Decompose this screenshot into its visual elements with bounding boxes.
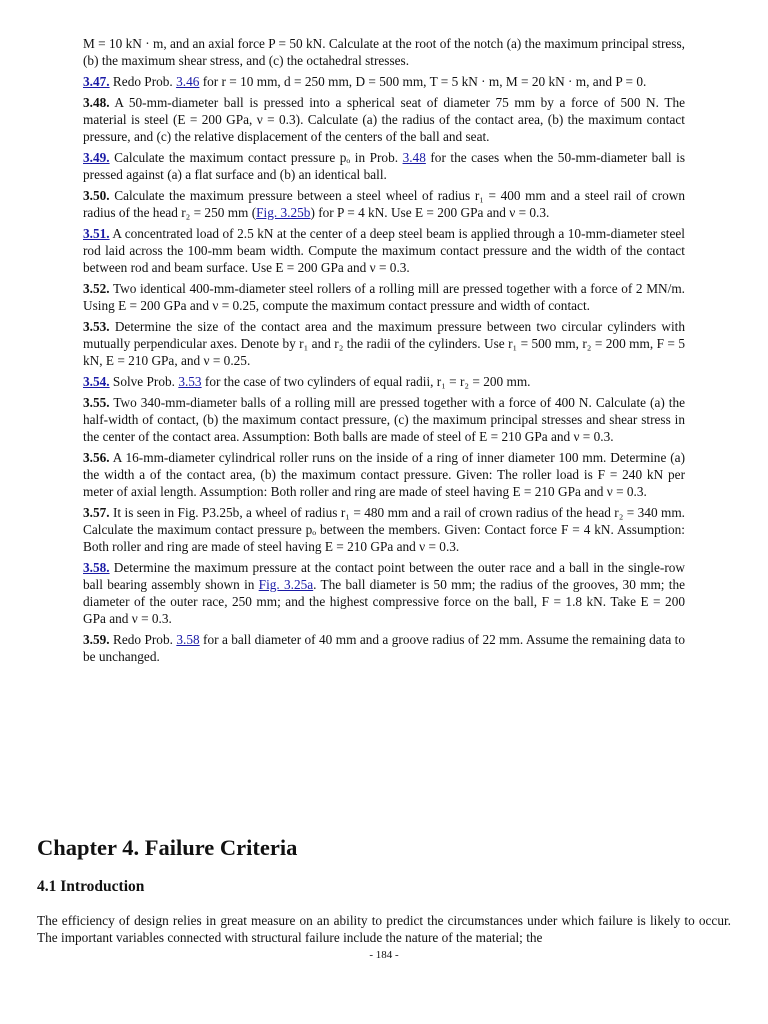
problem-item [83,187,685,221]
problem-number: 3.56. [83,450,110,465]
problem-item [83,504,685,555]
problem-text: A concentrated load of 2.5 kN at the center of a deep steel beam is applied through a 10-mm-diameter steel rod laid across the 100-mm beam width. Compute the maximum contact pressure and the width of the contact between rod and beam surface. Use E = 200 GPa and ν = 0.3. [83,226,685,275]
problem-text: Calculate the maximum contact pressure pₒ in Prob. [109,150,403,165]
problem-text: A 50-mm-diameter ball is pressed into a spherical seat of diameter 75 mm by a force of 500 N. The material is steel (E = 200 GPa, ν = 0.3). Calculate (a) the radius of the contact area, (b) the maximum contact pressure, and (c) the relative displacement of the centers of the ball and seat. [83,95,685,144]
problem-item [83,94,685,145]
cross-reference-link[interactable]: Fig. 3.25a [258,577,314,592]
problem-text: for the case of two cylinders of equal radii, r₁ = r₂ = 200 mm. [201,374,531,389]
problem-text: for r = 10 mm, d = 250 mm, D = 500 mm, T = 5 kN · m, M = 20 kN · m, and P = 0. [199,74,647,89]
problem-item [83,73,685,90]
problem-text: Determine the maximum pressure at the contact point between the outer race and a ball in the single-row ball bearing assembly shown in [83,560,685,592]
problem-item [83,631,685,665]
problem-text: Redo Prob. [109,632,177,647]
problem-item [83,449,685,500]
problem-item [83,394,685,445]
problem-item [83,35,685,69]
problem-text: M = 10 kN · m, and an axial force P = 50 kN. Calculate at the root of the notch (a) the maximum principal stress, (b) the maximum shear stress, and (c) the octahedral stresses. [83,36,685,68]
problem-number: 3.50. [83,188,110,203]
problem-text: for a ball diameter of 40 mm and a groove radius of 22 mm. Assume the remaining data to be unchanged. [83,632,685,664]
cross-reference-link[interactable]: Fig. 3.25b [256,205,311,220]
problem-item [83,225,685,276]
problem-item [83,280,685,314]
intro-paragraph: The efficiency of design relies in great measure on an ability to predict the circumstances under which failure is likely to occur. The important variables connected with structural failure include the nature of the material; the [37,913,731,945]
problem-item [83,559,685,627]
problem-number-link[interactable]: 3.49. [83,150,110,165]
problem-text: for the cases when the 50-mm-diameter ball is pressed against (a) a flat surface and (b) an identical ball. [83,150,685,182]
problem-number-link[interactable]: 3.47. [83,74,110,89]
cross-reference-link[interactable]: 3.48 [402,150,426,165]
problem-number-link[interactable]: 3.58. [83,560,110,575]
problem-text: It is seen in Fig. P3.25b, a wheel of radius r₁ = 480 mm and a rail of crown radius of the head r₂ = 340 mm. Calculate the maximum contact pressure pₒ between the members. Given: Contact force F = 4 kN. Assumption: Both roller and ring are made of steel having E = 210 GPa and ν = 0.3. [83,505,685,554]
problem-item [83,318,685,369]
cross-reference-link[interactable]: 3.53 [178,374,202,389]
problem-text: ) for P = 4 kN. Use E = 200 GPa and ν = 0.3. [310,205,550,220]
problem-list [83,35,685,669]
problem-number-link[interactable]: 3.51. [83,226,110,241]
problem-number-link[interactable]: 3.54. [83,374,110,389]
problem-text: Two identical 400-mm-diameter steel rollers of a rolling mill are pressed together with a force of 2 MN/m. Using E = 200 GPa and ν = 0.25, compute the maximum contact pressure and width of contact. [83,281,685,313]
problem-text: Two 340-mm-diameter balls of a rolling mill are pressed together with a force of 400 N. Calculate (a) the half-width of contact, (b) the maximum contact pressure, (c) the maximum principal stresses and shear stress in the center of the contact area. Assumption: Both balls are made of steel of E = 210 GPa and ν = 0.3. [83,395,685,444]
problem-text: A 16-mm-diameter cylindrical roller runs on the inside of a ring of inner diameter 100 mm. Determine (a) the width a of the contact area, (b) the maximum contact pressure. Given: The roller load is F = 240 kN per meter of axial length. Assumption: Both roller and ring are made of steel having E = 210 GPa and ν = 0.3. [83,450,685,499]
problem-number: 3.53. [83,319,110,334]
cross-reference-link[interactable]: 3.46 [176,74,200,89]
problem-text: Redo Prob. [109,74,177,89]
section-title: 4.1 Introduction [37,878,145,895]
problem-item [83,149,685,183]
problem-number: 3.55. [83,395,110,410]
problem-text: Solve Prob. [109,374,179,389]
problem-number: 3.52. [83,281,110,296]
cross-reference-link[interactable]: 3.58 [176,632,200,647]
problem-text: Calculate the maximum pressure between a steel wheel of radius r₁ = 400 mm and a steel rail of crown radius of the head r₂ = 250 mm ( [83,188,685,220]
chapter-title: Chapter 4. Failure Criteria [37,835,298,860]
problem-number: 3.57. [83,505,110,520]
page-number: - 184 - [369,949,399,961]
problem-number: 3.59. [83,632,110,647]
problem-text: . The ball diameter is 50 mm; the radius of the grooves, 30 mm; the diameter of the outer race, 250 mm; and the highest compressive force on the ball, F = 1.8 kN. Take E = 200 GPa and ν = 0.3. [83,577,685,626]
problem-item [83,373,685,390]
problem-number: 3.48. [83,95,110,110]
problem-text: Determine the size of the contact area and the maximum pressure between two circular cylinders with mutually perpendicular axes. Denote by r₁ and r₂ the radii of the cylinders. Use r₁ = 500 mm, r₂ = 200 mm, F = 5 kN, E = 210 GPa, and ν = 0.25. [83,319,685,368]
